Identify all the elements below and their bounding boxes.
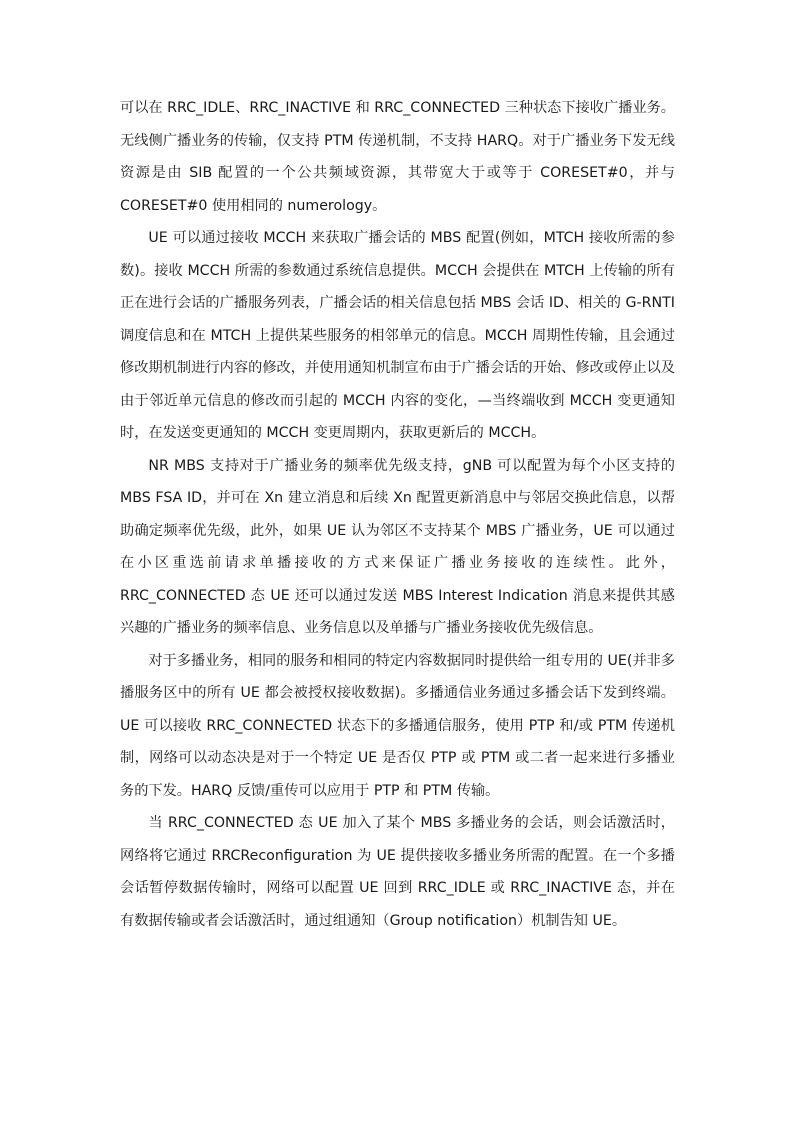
paragraph-frequency-priority: NR MBS 支持对于广播业务的频率优先级支持，gNB 可以配置为每个小区支持的 MBS FSA ID，并可在 Xn 建立消息和后续 Xn 配置更新消息中与邻居交换此信息，以帮助确定频率优先级，此外，如果 UE 认为邻区不支持某个 MBS 广播业务，UE 可以通过在小区重选前请求单播接收的方式来保证广播业务接收的连续性。此外，RRC_CONNECTED 态 UE 还可以通过发送 MBS Interest Indication 消息来提供其感兴趣的广播业务的频率信息、业务信息以及单播与广播业务接收优先级信息。 [120, 457, 675, 636]
paragraph-multicast-session: 当 RRC_CONNECTED 态 UE 加入了某个 MBS 多播业务的会话，则会话激活时，网络将它通过 RRCReconfiguration 为 UE 提供接收多播业务所需的配置。在一个多播会话暂停数据传输时，网络可以配置 UE 回到 RRC_IDLE 或 RRC_INACTIVE 态，并在有数据传输或者会话激活时，通过组通知（Group notification）机制告知 UE。 [120, 815, 675, 929]
paragraph-mcch: UE 可以通过接收 MCCH 来获取广播会话的 MBS 配置(例如，MTCH 接收所需的参数)。接收 MCCH 所需的参数通过系统信息提供。MCCH 会提供在 MTCH 上传输的所有正在进行会话的广播服务列表，广播会话的相关信息包括 MBS 会话 ID、相关的 G-RNTI 调度信息和在 MTCH 上提供某些服务的相邻单元的信息。MCCH 周期性传输，且会通过修改期机制进行内容的修改，并使用通知机制宣布由于广播会话的开始、修改或停止以及由于邻近单元信息的修改而引起的 MCCH 内容的变化，—当终端收到 MCCH 变更通知时，在发送变更通知的 MCCH 变更周期内，获取更新后的 MCCH。 [120, 230, 675, 441]
paragraph-broadcast-states: 可以在 RRC_IDLE、RRC_INACTIVE 和 RRC_CONNECTED 三种状态下接收广播业务。无线侧广播业务的传输，仅支持 PTM 传递机制，不支持 HARQ。对于广播业务下发无线资源是由 SIB 配置的一个公共频域资源，其带宽大于或等于 CORESET#0，并与 CORESET#0 使用相同的 numerology。 [120, 100, 675, 214]
paragraph-multicast: 对于多播业务，相同的服务和相同的特定内容数据同时提供给一组专用的 UE(并非多播服务区中的所有 UE 都会被授权接收数据)。多播通信业务通过多播会话下发到终端。UE 可以接收 RRC_CONNECTED 状态下的多播通信服务，使用 PTP 和/或 PTM 传递机制，网络可以动态决是对于一个特定 UE 是否仅 PTP 或 PTM 或二者一起来进行多播业务的下发。HARQ 反馈/重传可以应用于 PTP 和 PTM 传输。 [120, 652, 675, 799]
document-body [120, 92, 675, 937]
